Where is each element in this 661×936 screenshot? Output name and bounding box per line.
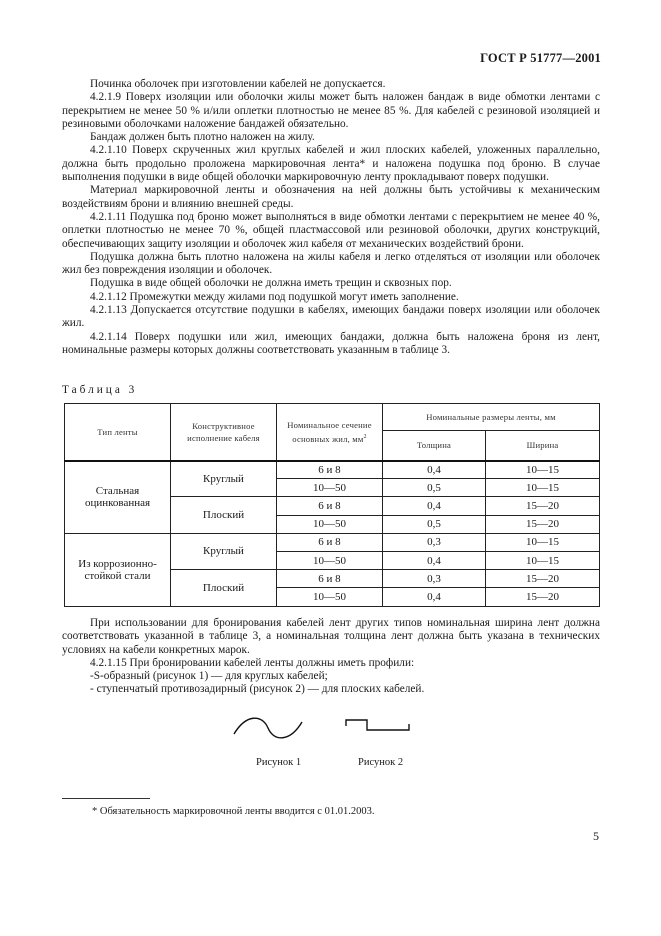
table-caption: Таблица 3 xyxy=(62,384,138,396)
cell-thickness: 0,5 xyxy=(383,515,486,533)
header-section: Номинальное сечение основных жил, $мм^2$ xyxy=(277,404,383,461)
cell-width: 15—20 xyxy=(486,497,600,515)
cell-section: 10—50 xyxy=(277,588,383,606)
header-dims: Номинальные размеры ленты, мм xyxy=(383,404,600,431)
table-row xyxy=(65,533,600,551)
cell-section: 6 и 8 xyxy=(277,570,383,588)
cell-width: 10—15 xyxy=(486,551,600,569)
cell-thickness: 0,3 xyxy=(383,570,486,588)
cell-design: Плоский xyxy=(171,570,277,606)
cell-thickness: 0,4 xyxy=(383,497,486,515)
header-design: Конструктивное исполнение кабеля xyxy=(171,404,277,461)
paragraph: 4.2.1.15 При бронировании кабелей ленты должны иметь профили: xyxy=(90,656,415,669)
document-header: ГОСТ Р 51777—2001 xyxy=(480,51,601,65)
cell-thickness: 0,4 xyxy=(383,588,486,606)
cell-thickness: 0,4 xyxy=(383,461,486,479)
cell-section: 10—50 xyxy=(277,551,383,569)
paragraph: 4.2.1.9 Поверх изоляции или оболочки жилы может быть наложен бандаж в виде обмотки лентами с перекрытием не менее 50 % и/или оплетки плотностью не менее 85 %. Для кабелей с резиновой изоляцией и резиновыми оболочками наложение бандажей обязательно. xyxy=(62,91,600,130)
cell-section: 10—50 xyxy=(277,479,383,497)
page-number: 5 xyxy=(593,829,599,843)
paragraph: Подушка должна быть плотно наложена на жилы кабеля и легко отделяться от изоляции или оболочек жил без повреждения изоляции и оболочек. xyxy=(62,250,600,277)
paragraph: Подушка в виде общей оболочки не должна иметь трещин и сквозных пор. xyxy=(90,277,452,290)
table-3 xyxy=(64,403,600,607)
cell-design: Круглый xyxy=(171,461,277,497)
header-thickness: Толщина xyxy=(383,431,486,461)
cell-width: 15—20 xyxy=(486,588,600,606)
cell-width: 10—15 xyxy=(486,461,600,479)
paragraph: 4.2.1.13 Допускается отсутствие подушки в кабелях, имеющих бандажи поверх изоляции или оболочек жил. xyxy=(62,304,600,330)
cell-thickness: 0,5 xyxy=(383,479,486,497)
paragraph: 4.2.1.12 Промежутки между жилами под подушкой могут иметь заполнение. xyxy=(90,290,459,303)
paragraph: - ступенчатый противозадирный (рисунок 2) — для плоских кабелей. xyxy=(90,683,425,696)
cell-type: Стальная оцинкованная xyxy=(65,461,171,534)
body-text-bottom xyxy=(62,617,600,697)
stepped-profile-figure xyxy=(343,712,413,744)
header-type: Тип ленты xyxy=(65,404,171,461)
cell-width: 10—15 xyxy=(486,533,600,551)
paragraph: -S-образный (рисунок 1) — для круглых кабелей; xyxy=(90,670,328,683)
cell-section: 6 и 8 xyxy=(277,497,383,515)
body-text-top xyxy=(62,78,600,357)
figure-1-caption: Рисунок 1 xyxy=(256,757,302,768)
paragraph: 4.2.1.14 Поверх подушки или жил, имеющих бандажи, должна быть наложена броня из лент, номинальные размеры которых должны соответствовать указанным в таблице 3. xyxy=(62,330,600,356)
cell-section: 10—50 xyxy=(277,515,383,533)
cell-thickness: 0,3 xyxy=(383,533,486,551)
s-profile-figure xyxy=(230,712,306,744)
cell-section: 6 и 8 xyxy=(277,533,383,551)
cell-section: 6 и 8 xyxy=(277,461,383,479)
paragraph: Починка оболочек при изготовлении кабелей не допускается. xyxy=(90,78,386,90)
cell-width: 15—20 xyxy=(486,515,600,533)
header-width: Ширина xyxy=(486,431,600,461)
table-row xyxy=(65,461,600,479)
paragraph: При использовании для бронирования кабелей лент других типов номинальная ширина лент должна соответствовать указанной в таблице 3, а номинальная толщина лент должна быть указана в технических условиях на кабели конкретных марок. xyxy=(62,617,600,656)
footnote-divider xyxy=(62,798,150,799)
paragraph: Материал маркировочной ленты и обозначения на ней должны быть устойчивы к механическим воздействиям брони и влиянию внешней среды. xyxy=(62,184,600,210)
cell-design: Круглый xyxy=(171,533,277,569)
cell-thickness: 0,4 xyxy=(383,551,486,569)
paragraph: Бандаж должен быть плотно наложен на жилу. xyxy=(90,131,315,144)
cell-width: 10—15 xyxy=(486,479,600,497)
cell-type: Из коррозионно-стойкой стали xyxy=(65,533,171,606)
paragraph: 4.2.1.11 Подушка под броню может выполняться в виде обмотки лентами с перекрытием не менее 40 %, оплетки плотностью не менее 70 %, общей пластмассовой или резиновой оболочки, других конструкций, обеспечивающих защиту изоляции и оболочек жил кабеля от механических воздействий брони. xyxy=(62,210,600,250)
footnote: * Обязательность маркировочной ленты вводится с 01.01.2003. xyxy=(92,806,375,817)
paragraph: 4.2.1.10 Поверх скрученных жил круглых кабелей и жил плоских кабелей, уложенных параллельно, должна быть продольно проложена маркировочная лента* и наложена подушка под броню. В случае выполнения подушки в виде общей оболочки маркировочную ленту прокладывают поверх подушки. xyxy=(62,144,600,184)
cell-width: 15—20 xyxy=(486,570,600,588)
figure-2-caption: Рисунок 2 xyxy=(358,757,404,768)
cell-design: Плоский xyxy=(171,497,277,533)
